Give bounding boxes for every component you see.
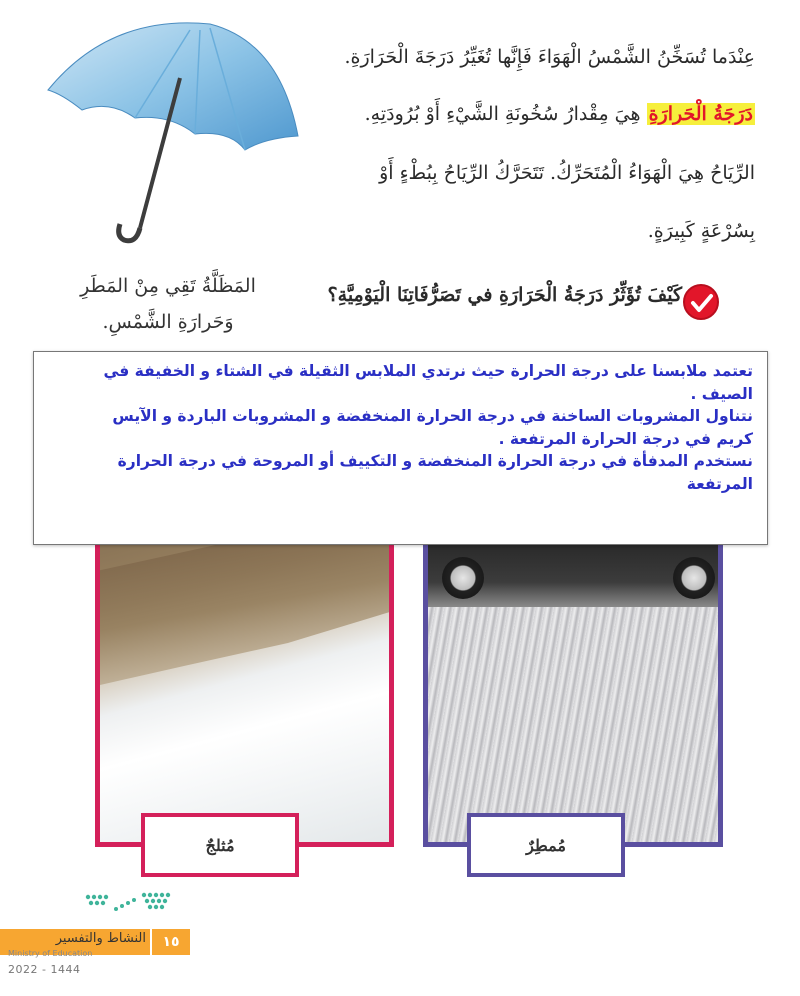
answer-box[interactable]: [33, 351, 768, 545]
answer-line-5: نستخدم المدفأة في درجة الحرارة المنخفضة و التكييف أو المروحة في درجة الحرارة: [117, 452, 753, 470]
footer-title: النشاط والتفسير: [55, 931, 146, 946]
snow-label: مُثلجٌ: [141, 813, 299, 877]
answer-line-3: نتناول المشروبات الساخنة في درجة الحرارة المنخفضة و المشروبات الباردة و الآيس: [112, 407, 753, 425]
ministry-logo-icon: [82, 887, 178, 921]
caption-line-1: المَظَلَّةُ تَقِي مِنْ المَطَرِ: [80, 275, 256, 297]
answer-line-4: كريم في درجة الحرارة المرتفعة .: [498, 429, 753, 448]
answer-line-1: تعتمد ملابسنا على درجة الحرارة حيث نرتدي الملابس الثقيلة في الشتاء و الخفيفة في: [103, 362, 753, 380]
text-line-3: الرِّيَاحُ هِيَ الْهَوَاءُ الْمُتَحَرِّكُ. تَتَحَرَّكُ الرِّيَاحُ بِبُطْءٍ أَوْ: [379, 162, 755, 184]
definition-line: [365, 103, 755, 125]
answer-line-2: الصيف .: [690, 384, 753, 403]
text-line-4: بِسُرْعَةٍ كَبِيرَةٍ.: [647, 220, 755, 242]
umbrella-caption: [43, 268, 293, 340]
term-highlight: دَرَجَةُ الْحَرارَةِ: [648, 103, 753, 125]
caption-line-2: وَحَرارَةِ الشَّمْسِ.: [102, 311, 234, 333]
snow-photo: [95, 545, 394, 847]
definition-text: هِيَ مِقْدارُ سُخُونَةِ الشَّيْءِ أَوْ بُرُودَتِهِ.: [364, 103, 647, 125]
check-icon: [683, 284, 719, 320]
rain-label: مُمطِرٌ: [467, 813, 625, 877]
footer-year: 2022 - 1444: [8, 963, 81, 976]
question-text: كَيْفَ تُؤَثِّرُ دَرَجَةُ الْحَرَارَةِ في تَصَرُّفَاتِنَا الْيَوْمِيَّةِ؟: [327, 284, 682, 306]
text-line-1: عِنْدَما تُسَخِّنُ الشَّمْسُ الْهَوَاءَ فَإِنَّها تُغَيِّرُ دَرَجَةَ الْحَرَارَةِ.: [344, 46, 755, 68]
rain-photo: [423, 545, 723, 847]
umbrella-image: [40, 18, 300, 248]
answer-line-6: المرتفعة: [686, 474, 753, 493]
footer-subtitle: Ministry of Education: [8, 949, 93, 958]
page-number: ١٥: [150, 929, 190, 955]
